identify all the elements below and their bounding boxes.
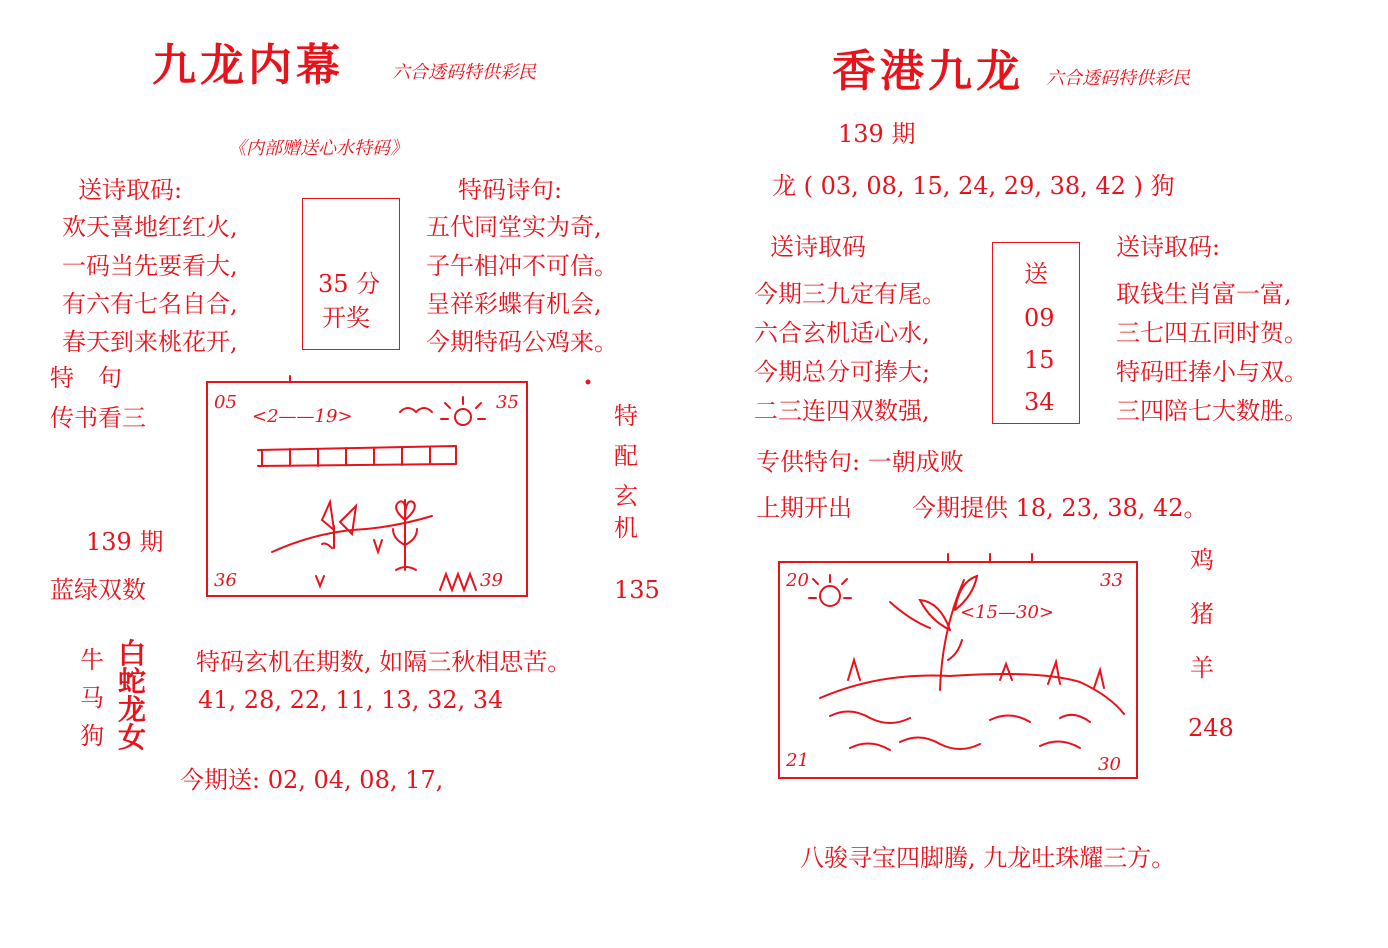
right-poem-left-line: 今期总分可捧大; xyxy=(754,358,931,386)
left-poem-right-line: 五代同堂实为奇, xyxy=(426,213,602,241)
right-poem-left-line: 二三连四双数强, xyxy=(754,397,930,425)
right-sketch-tr: 33 xyxy=(1100,570,1123,591)
left-poem-right-line: 今期特码公鸡来。 xyxy=(426,328,618,356)
right-box-line: 09 xyxy=(1024,304,1055,332)
left-te-ju: 特 句 xyxy=(50,364,122,392)
right-vertical-char: 羊 xyxy=(1190,654,1214,682)
left-sketch-range: <2——19> xyxy=(252,406,353,427)
right-poem-right-line: 三四陪七大数胜。 xyxy=(1116,397,1308,425)
left-poem-left-line: 春天到来桃花开, xyxy=(62,328,238,356)
right-box-line: 送 xyxy=(1024,260,1048,288)
left-poem-left-header: 送诗取码: xyxy=(78,176,183,204)
left-num135: 135 xyxy=(614,576,660,604)
right-sketch-tl: 20 xyxy=(786,570,809,591)
right-vertical-char: 猪 xyxy=(1190,600,1214,628)
left-poem-left-line: 有六有七名自合, xyxy=(62,290,238,318)
left-numbers-line: 41, 28, 22, 11, 13, 32, 34 xyxy=(198,686,504,714)
right-poem-left-header: 送诗取码 xyxy=(770,233,866,261)
left-box-line: 开奖 xyxy=(322,304,370,332)
left-chuan-shu: 传书看三 xyxy=(50,404,146,432)
left-poem-right-header: 特码诗句: xyxy=(458,176,563,204)
left-zodiac-small: 牛 xyxy=(80,646,104,674)
left-poem-left-line: 一码当先要看大, xyxy=(62,252,238,280)
left-sketch-tr: 35 xyxy=(496,392,519,413)
left-poem-right-line: 呈祥彩蝶有机会, xyxy=(426,290,602,318)
left-zodiac-big: 蛇 xyxy=(118,665,147,698)
right-offer: 今期提供 18, 23, 38, 42。 xyxy=(912,494,1208,522)
left-zodiac-big: 白 xyxy=(118,637,147,670)
right-last-open: 上期开出 xyxy=(756,494,852,522)
left-tema-line: 特码玄机在期数, 如隔三秋相思苦。 xyxy=(196,648,572,676)
right-special: 专供特句: 一朝成败 xyxy=(756,448,964,476)
left-sketch-br: 39 xyxy=(480,570,503,591)
left-lan-lv: 蓝绿双数 xyxy=(50,576,146,604)
right-sketch-bl: 21 xyxy=(786,750,809,771)
right-vertical-char: 鸡 xyxy=(1190,546,1214,574)
left-title: 九龙内幕 xyxy=(152,40,344,91)
left-subtitle: 六合透码特供彩民 xyxy=(392,62,536,83)
left-vertical-char: 特 xyxy=(614,402,638,430)
left-vertical-char: 玄 xyxy=(614,482,638,510)
left-box-line: 35 分 xyxy=(318,270,381,298)
left-sketch-tl: 05 xyxy=(214,392,237,413)
left-zodiac-big: 龙 xyxy=(118,693,147,726)
right-box-line: 34 xyxy=(1024,388,1055,416)
right-poem-right-header: 送诗取码: xyxy=(1116,233,1221,261)
right-poem-left-line: 六合玄机适心水, xyxy=(754,319,930,347)
left-period: 139 期 xyxy=(86,528,164,556)
left-vertical-char: 机 xyxy=(614,514,638,542)
left-note: 《内部赠送心水特码》 xyxy=(228,138,408,159)
left-today-send: 今期送: 02, 04, 08, 17, xyxy=(180,766,444,794)
left-sketch-bl: 36 xyxy=(214,570,237,591)
right-footer: 八骏寻宝四脚腾, 九龙吐珠耀三方。 xyxy=(800,844,1176,872)
right-poem-right-line: 特码旺捧小与双。 xyxy=(1116,358,1308,386)
right-title: 香港九龙 xyxy=(832,46,1024,97)
left-zodiac-big: 女 xyxy=(118,721,147,754)
right-sketch-range: <15—30> xyxy=(960,602,1054,623)
right-sketch-br: 30 xyxy=(1098,754,1121,775)
right-box-line: 15 xyxy=(1024,346,1055,374)
right-poem-right-line: 取钱生肖富一富, xyxy=(1116,280,1292,308)
right-poem-left-line: 今期三九定有尾。 xyxy=(754,280,946,308)
right-dragon-line: 龙 ( 03, 08, 15, 24, 29, 38, 42 ) 狗 xyxy=(772,172,1175,200)
left-vertical-char: 配 xyxy=(614,442,638,470)
left-poem-left-line: 欢天喜地红红火, xyxy=(62,213,238,241)
right-poem-right-line: 三七四五同时贺。 xyxy=(1116,319,1308,347)
left-zodiac-small: 狗 xyxy=(80,722,104,750)
left-zodiac-small: 马 xyxy=(80,684,104,712)
right-period: 139 期 xyxy=(838,120,916,148)
right-subtitle: 六合透码特供彩民 xyxy=(1046,68,1190,89)
left-poem-right-line: 子午相冲不可信。 xyxy=(426,252,618,280)
right-num248: 248 xyxy=(1188,714,1234,742)
